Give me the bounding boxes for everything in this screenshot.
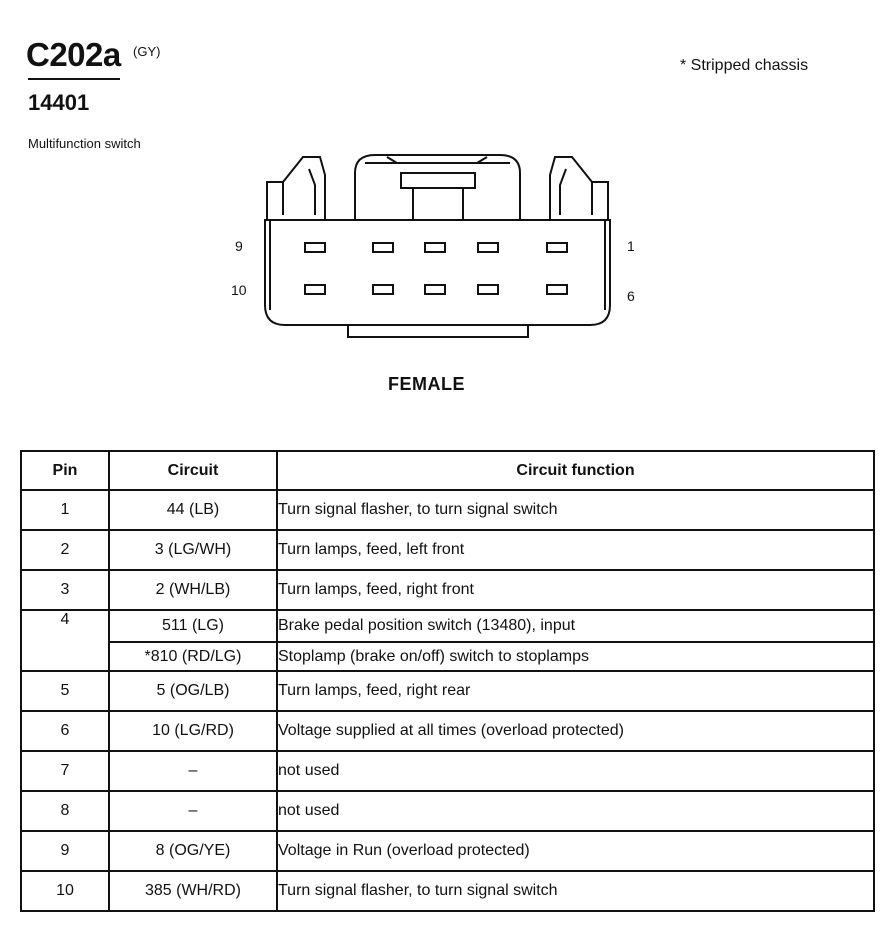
title-underline [28,78,120,80]
function-cell: Turn signal flasher, to turn signal switch [277,871,874,911]
connector-id: C202a [26,36,121,73]
cavity-row-bottom [305,285,567,294]
pinout-table [20,450,875,912]
gender-label: FEMALE [388,374,465,394]
function-cell: Brake pedal position switch (13480), input [277,610,874,642]
connector-color: (GY) [133,44,161,59]
pin-cell: 1 [21,490,109,530]
pin-cell: 5 [21,671,109,711]
pin-cell: 4 [21,610,109,671]
part-number: 14401 [28,90,90,115]
table-subrow [21,642,874,671]
circuit-cell: 8 (OG/YE) [109,831,277,871]
function-cell: not used [277,751,874,791]
connector-face-drawing [225,145,645,355]
table-header-row [21,451,874,490]
table-row [21,530,874,570]
cavity-row-top [305,243,567,252]
circuit-cell: 44 (LB) [109,490,277,530]
table-row [21,791,874,831]
component-name: Multifunction switch [28,136,141,151]
stripped-chassis-note: * Stripped chassis [680,57,809,74]
circuit-cell: 511 (LG) [109,610,277,642]
pin-cell: 3 [21,570,109,610]
circuit-cell: 3 (LG/WH) [109,530,277,570]
pin-label-10: 10 [231,282,247,298]
pin-cell: 6 [21,711,109,751]
left-latch [267,157,325,220]
function-cell: Turn lamps, feed, left front [277,530,874,570]
function-cell: Voltage supplied at all times (overload protected) [277,711,874,751]
function-cell: not used [277,791,874,831]
function-cell: Turn lamps, feed, right front [277,570,874,610]
function-cell: Turn signal flasher, to turn signal switch [277,490,874,530]
pin-cell: 10 [21,871,109,911]
circuit-cell: 5 (OG/LB) [109,671,277,711]
connector-body [265,220,610,325]
header-circuit: Circuit [109,451,277,490]
pin-label-9: 9 [235,238,243,254]
function-cell: Turn lamps, feed, right rear [277,671,874,711]
pin-cell: 8 [21,791,109,831]
circuit-cell: – [109,751,277,791]
right-latch [550,157,608,220]
table-row [21,610,874,642]
function-cell: Voltage in Run (overload protected) [277,831,874,871]
circuit-cell: 385 (WH/RD) [109,871,277,911]
header-pin: Pin [21,451,109,490]
circuit-cell: 10 (LG/RD) [109,711,277,751]
header-circuit-function: Circuit function [277,451,874,490]
table-row [21,751,874,791]
table-row [21,490,874,530]
table-row [21,671,874,711]
circuit-cell: – [109,791,277,831]
bottom-tab [348,325,528,337]
table-row [21,711,874,751]
pin-cell: 9 [21,831,109,871]
pin-label-1: 1 [627,238,635,254]
pin-label-6: 6 [627,288,635,304]
function-cell: Stoplamp (brake on/off) switch to stoplamps [277,642,874,671]
pin-cell: 7 [21,751,109,791]
pin-cell: 2 [21,530,109,570]
table-row [21,831,874,871]
circuit-cell: 2 (WH/LB) [109,570,277,610]
circuit-cell: *810 (RD/LG) [109,642,277,671]
table-row [21,570,874,610]
table-row [21,871,874,911]
